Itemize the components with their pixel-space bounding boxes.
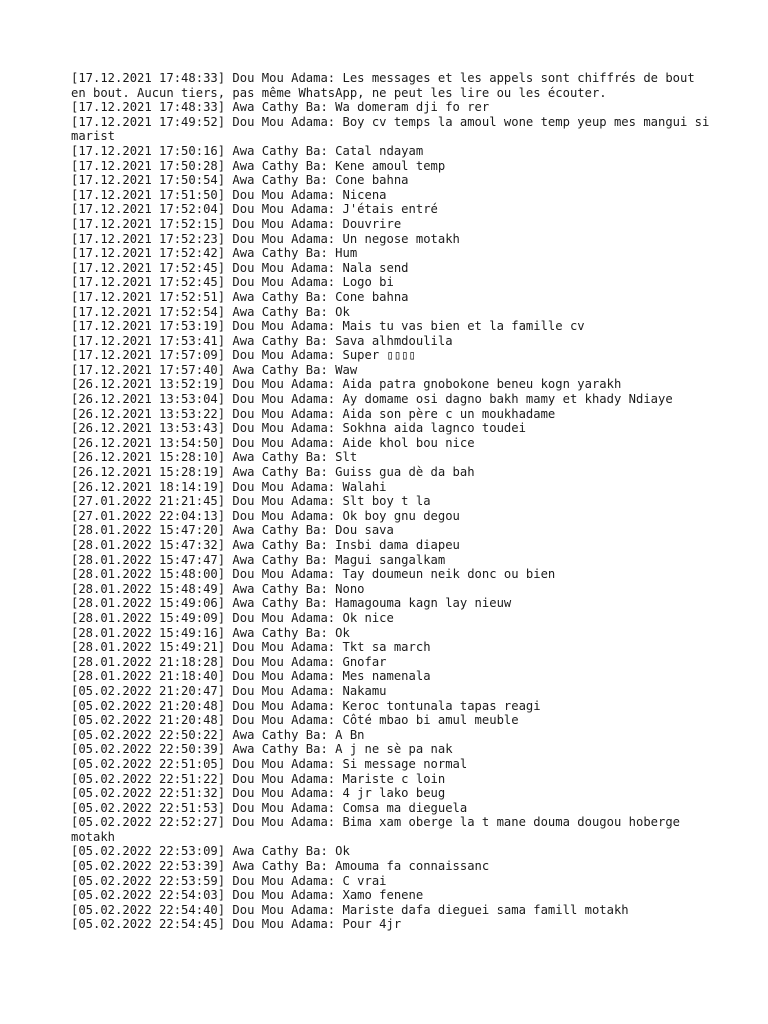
chat-message-line: [05.02.2022 21:20:47] Dou Mou Adama: Nakamu <box>71 683 387 698</box>
chat-message-line: [05.02.2022 22:54:40] Dou Mou Adama: Mariste dafa dieguei sama famill motakh <box>71 902 629 917</box>
chat-message-line: [17.12.2021 17:48:33] Dou Mou Adama: Les messages et les appels sont chiffrés de bout en bout. Aucun tiers, pas même WhatsApp, ne peut les lire ou les écouter. <box>71 71 703 100</box>
chat-message-line: [26.12.2021 15:28:10] Awa Cathy Ba: Slt <box>71 450 358 465</box>
chat-message-line: [05.02.2022 22:53:59] Dou Mou Adama: C vrai <box>71 873 387 888</box>
chat-message-line: [26.12.2021 15:28:19] Awa Cathy Ba: Guiss gua dè da bah <box>71 465 475 480</box>
chat-message-line: [28.01.2022 15:49:16] Awa Cathy Ba: Ok <box>71 625 350 640</box>
chat-message-line: [17.12.2021 17:52:15] Dou Mou Adama: Douvrire <box>71 216 402 231</box>
chat-message-line: [05.02.2022 21:20:48] Dou Mou Adama: Côté mbao bi amul meuble <box>71 713 519 728</box>
chat-message-line: [17.12.2021 17:57:40] Awa Cathy Ba: Waw <box>71 362 358 377</box>
chat-message-line: [17.12.2021 17:52:54] Awa Cathy Ba: Ok <box>71 304 350 319</box>
chat-message-line: [26.12.2021 13:53:22] Dou Mou Adama: Aida son père c un moukhadame <box>71 406 556 421</box>
chat-message-line: [26.12.2021 13:52:19] Dou Mou Adama: Aida patra gnobokone beneu kogn yarakh <box>71 377 622 392</box>
chat-message-line: [17.12.2021 17:50:28] Awa Cathy Ba: Kene amoul temp <box>71 158 446 173</box>
chat-message-line: [28.01.2022 15:47:32] Awa Cathy Ba: Insbi dama diapeu <box>71 538 460 552</box>
chat-message-line: [17.12.2021 17:53:41] Awa Cathy Ba: Sava alhmdoulila <box>71 333 453 348</box>
chat-message-line: [17.12.2021 17:52:51] Awa Cathy Ba: Cone bahna <box>71 289 409 304</box>
chat-message-line: [17.12.2021 17:52:23] Dou Mou Adama: Un negose motakh <box>71 231 460 246</box>
chat-message-line: [05.02.2022 22:50:39] Awa Cathy Ba: A j ne sè pa nak <box>71 742 453 757</box>
chat-message-line: [05.02.2022 22:52:27] Dou Mou Adama: Bima xam oberge la t mane douma dougou hoberge motakh <box>71 815 688 844</box>
chat-message-line: [17.12.2021 17:52:42] Awa Cathy Ba: Hum <box>71 246 358 261</box>
chat-message-line: [17.12.2021 17:53:19] Dou Mou Adama: Mais tu vas bien et la famille cv <box>71 319 585 334</box>
chat-message-line: [05.02.2022 21:20:48] Dou Mou Adama: Keroc tontunala tapas reagi <box>71 698 541 713</box>
chat-message-line: [17.12.2021 17:52:45] Dou Mou Adama: Nala send <box>71 260 409 275</box>
chat-message-line: [27.01.2022 21:21:45] Dou Mou Adama: Slt boy t la <box>71 494 431 509</box>
chat-message-line: [05.02.2022 22:50:22] Awa Cathy Ba: A Bn <box>71 727 365 742</box>
chat-message-line: [17.12.2021 17:51:50] Dou Mou Adama: Nicena <box>71 187 387 202</box>
chat-message-line: [28.01.2022 21:18:28] Dou Mou Adama: Gnofar <box>71 654 387 669</box>
chat-message-line: [28.01.2022 15:49:09] Dou Mou Adama: Ok nice <box>71 610 394 625</box>
chat-message-line: [26.12.2021 13:53:04] Dou Mou Adama: Ay domame osi dagno bakh mamy et khady Ndiaye <box>71 392 673 407</box>
chat-message-line: [28.01.2022 15:47:20] Awa Cathy Ba: Dou sava <box>71 523 394 538</box>
chat-message-line: [17.12.2021 17:52:04] Dou Mou Adama: J'étais entré <box>71 202 438 217</box>
chat-message-line: [05.02.2022 22:51:22] Dou Mou Adama: Mariste c loin <box>71 771 446 786</box>
chat-message-line: [05.02.2022 22:51:53] Dou Mou Adama: Comsa ma dieguela <box>71 800 468 815</box>
chat-message-line: [17.12.2021 17:52:45] Dou Mou Adama: Logo bi <box>71 275 394 290</box>
chat-message-line: [17.12.2021 17:50:54] Awa Cathy Ba: Cone bahna <box>71 173 409 188</box>
chat-message-line: [26.12.2021 13:54:50] Dou Mou Adama: Aide khol bou nice <box>71 435 475 450</box>
chat-message-line: [26.12.2021 13:53:43] Dou Mou Adama: Sokhna aida lagnco toudei <box>71 421 526 436</box>
chat-message-line: [05.02.2022 22:51:32] Dou Mou Adama: 4 jr lako beug <box>71 786 446 801</box>
chat-message-line: [28.01.2022 15:49:21] Dou Mou Adama: Tkt sa march <box>71 640 431 655</box>
chat-message-line: [05.02.2022 22:53:39] Awa Cathy Ba: Amouma fa connaissanc <box>71 859 490 874</box>
chat-message-line: [28.01.2022 15:48:49] Awa Cathy Ba: Nono <box>71 581 365 596</box>
chat-message-line: [28.01.2022 15:48:00] Dou Mou Adama: Tay doumeun neik donc ou bien <box>71 567 556 582</box>
chat-message-line: [26.12.2021 18:14:19] Dou Mou Adama: Walahi <box>71 479 387 494</box>
chat-message-line: [17.12.2021 17:48:33] Awa Cathy Ba: Wa domeram dji fo rer <box>71 100 490 115</box>
chat-message-line: [27.01.2022 22:04:13] Dou Mou Adama: Ok boy gnu degou <box>71 508 460 523</box>
chat-message-line: [05.02.2022 22:53:09] Awa Cathy Ba: Ok <box>71 844 350 859</box>
chat-message-line: [17.12.2021 17:49:52] Dou Mou Adama: Boy cv temps la amoul wone temp yeup mes mangui si marist <box>71 114 717 144</box>
chat-message-line: [28.01.2022 15:47:47] Awa Cathy Ba: Magui sangalkam <box>71 552 446 567</box>
chat-message-line: [28.01.2022 21:18:40] Dou Mou Adama: Mes namenala <box>71 669 431 684</box>
chat-message-line: [17.12.2021 17:57:09] Dou Mou Adama: Super ▯▯▯▯ <box>71 348 416 363</box>
chat-message-line: [28.01.2022 15:49:06] Awa Cathy Ba: Hamagouma kagn lay nieuw <box>71 596 512 611</box>
chat-export-log <box>71 71 717 932</box>
chat-message-line: [17.12.2021 17:50:16] Awa Cathy Ba: Catal ndayam <box>71 143 424 158</box>
chat-message-line: [05.02.2022 22:54:45] Dou Mou Adama: Pour 4jr <box>71 917 402 932</box>
chat-message-line: [05.02.2022 22:51:05] Dou Mou Adama: Si message normal <box>71 756 468 771</box>
chat-message-line: [05.02.2022 22:54:03] Dou Mou Adama: Xamo fenene <box>71 888 424 903</box>
